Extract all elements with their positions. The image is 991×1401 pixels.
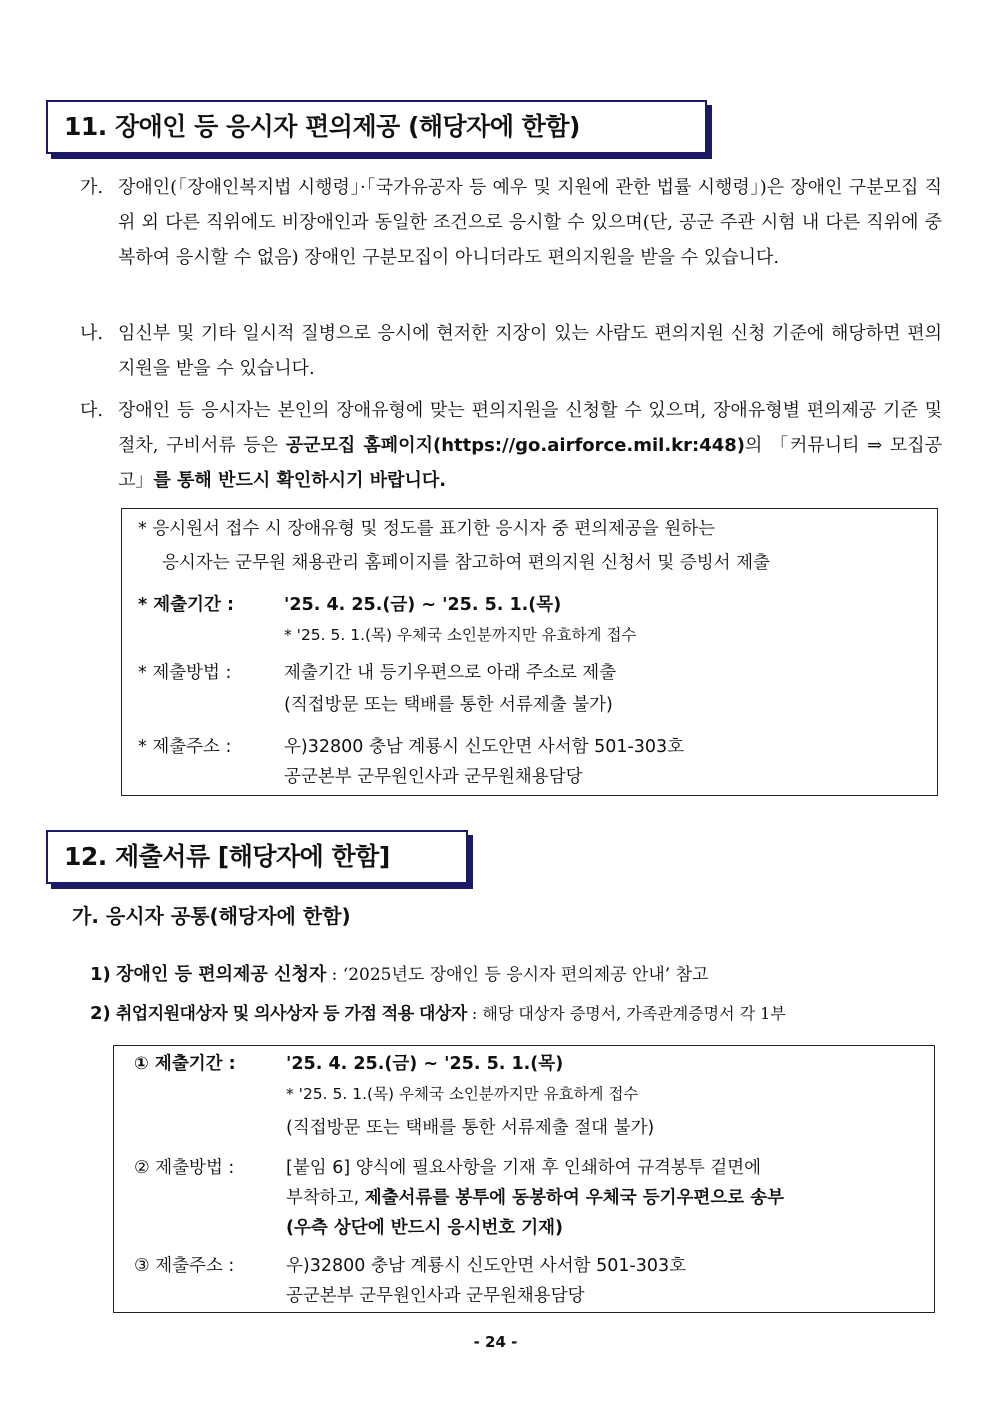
item-text: : 해당 대상자 증명서, 가족관계증명서 각 1부: [466, 1004, 786, 1023]
period-note-2: (직접방문 또는 택배를 통한 서류제출 절대 불가): [286, 1118, 655, 1138]
address-line: 우)32800 충남 계룡시 신도안면 사서함 501-303호: [286, 1256, 687, 1276]
method-text: 부착하고,: [286, 1188, 365, 1208]
section-12-subheading: 가. 응시자 공통(해당자에 한함): [72, 904, 351, 928]
method-line: (우측 상단에 반드시 응시번호 기재): [286, 1218, 564, 1238]
section-12-title: 12. 제출서류 [해당자에 한함]: [46, 830, 468, 884]
item-text: 임신부 및 기타 일시적 질병으로 응시에 현저한 지장이 있는 사람도 편의지원 신청 기준에 해당하면 편의지원을 받을 수 있습니다.: [118, 323, 942, 379]
item-heading: 취업지원대상자 및 의사상자 등 가점 적용 대상자: [115, 1004, 467, 1024]
section-12-item-1: [90, 960, 708, 986]
method-label: ② 제출방법 :: [134, 1158, 235, 1178]
method-emphasis: 제출서류를 봉투에 동봉하여 우체국 등기우편으로 송부: [364, 1188, 785, 1208]
period-label: ① 제출기간 :: [134, 1054, 236, 1074]
item-text: [80, 393, 942, 498]
address-line: 공군본부 군무원인사과 군무원채용담당: [284, 767, 583, 787]
item-text: : ‘2025년도 장애인 등 응시자 편의제공 안내’ 참고: [326, 965, 709, 985]
section-12-submission-box: [113, 1045, 935, 1313]
address-line: 우)32800 충남 계룡시 신도안면 사서함 501-303호: [284, 737, 685, 757]
item-text-part: 장애인 등 응시자는 본인의 장애유형에 맞는 편의지원을 신청할 수 있으며, 장애유형별 편의제공 기준 및 절차, 구비서류 등은: [118, 400, 942, 456]
page-number: - 24 -: [473, 1333, 518, 1351]
item-marker: 나.: [80, 323, 104, 344]
method-value: 제출기간 내 등기우편으로 아래 주소로 제출: [284, 663, 617, 683]
period-label: * 제출기간 :: [138, 595, 234, 615]
item-text-emphasis: 를 통해 반드시 확인하시기 바랍니다.: [153, 470, 447, 491]
method-label: * 제출방법 :: [138, 663, 232, 683]
section-11-item-da: [80, 393, 942, 498]
period-value: '25. 4. 25.(금) ~ '25. 5. 1.(목): [286, 1054, 564, 1074]
period-note: * '25. 5. 1.(목) 우체국 소인분까지만 유효하게 접수: [286, 1085, 639, 1103]
period-value: '25. 4. 25.(금) ~ '25. 5. 1.(목): [284, 595, 562, 615]
item-number: 1): [90, 964, 111, 985]
section-11-title: 11. 장애인 등 응시자 편의제공 (해당자에 한함): [46, 100, 707, 154]
homepage-link-text: 공군모집 홈페이지(https://go.airforce.mil.kr:448): [285, 435, 746, 456]
item-text-part: 의 「커뮤니티 ⇒ 모집공고」: [118, 435, 942, 491]
item-text: 장애인(「장애인복지법 시행령」·「국가유공자 등 예우 및 지원에 관한 법률 시행령」)은 장애인 구분모집 직위 외 다른 직위에도 비장애인과 동일한 조건으로 응시할 수 있으며(단, 공군 주관 시험 내 다른 직위에 중복하여 응시할 수 없음) 장애인 구분모집이 아니더라도 편의지원을 받을 수 있습니다.: [118, 177, 942, 268]
section-11-notice-box: [121, 508, 938, 796]
method-line: [붙임 6] 양식에 필요사항을 기재 후 인쇄하여 규격봉투 겉면에: [286, 1158, 762, 1178]
section-12-item-2: [90, 999, 786, 1024]
item-marker: 다.: [80, 400, 104, 421]
address-label: ③ 제출주소 :: [134, 1256, 235, 1276]
note-line: * 응시원서 접수 시 장애유형 및 정도를 표기한 응시자 중 편의제공을 원하는: [138, 519, 716, 539]
section-11-item-na: [80, 316, 942, 386]
item-heading: 장애인 등 편의제공 신청자: [116, 964, 327, 985]
item-marker: 가.: [80, 177, 104, 198]
note-line: 응시자는 군무원 채용관리 홈페이지를 참고하여 편의지원 신청서 및 증빙서 제출: [162, 553, 770, 573]
method-line: [286, 1184, 784, 1209]
address-label: * 제출주소 :: [138, 737, 232, 757]
method-note: (직접방문 또는 택배를 통한 서류제출 불가): [284, 695, 613, 715]
period-note: * '25. 5. 1.(목) 우체국 소인분까지만 유효하게 접수: [284, 626, 637, 644]
address-line: 공군본부 군무원인사과 군무원채용담당: [286, 1286, 585, 1306]
item-number: 2): [90, 1003, 111, 1024]
section-11-item-ga: [80, 170, 942, 275]
